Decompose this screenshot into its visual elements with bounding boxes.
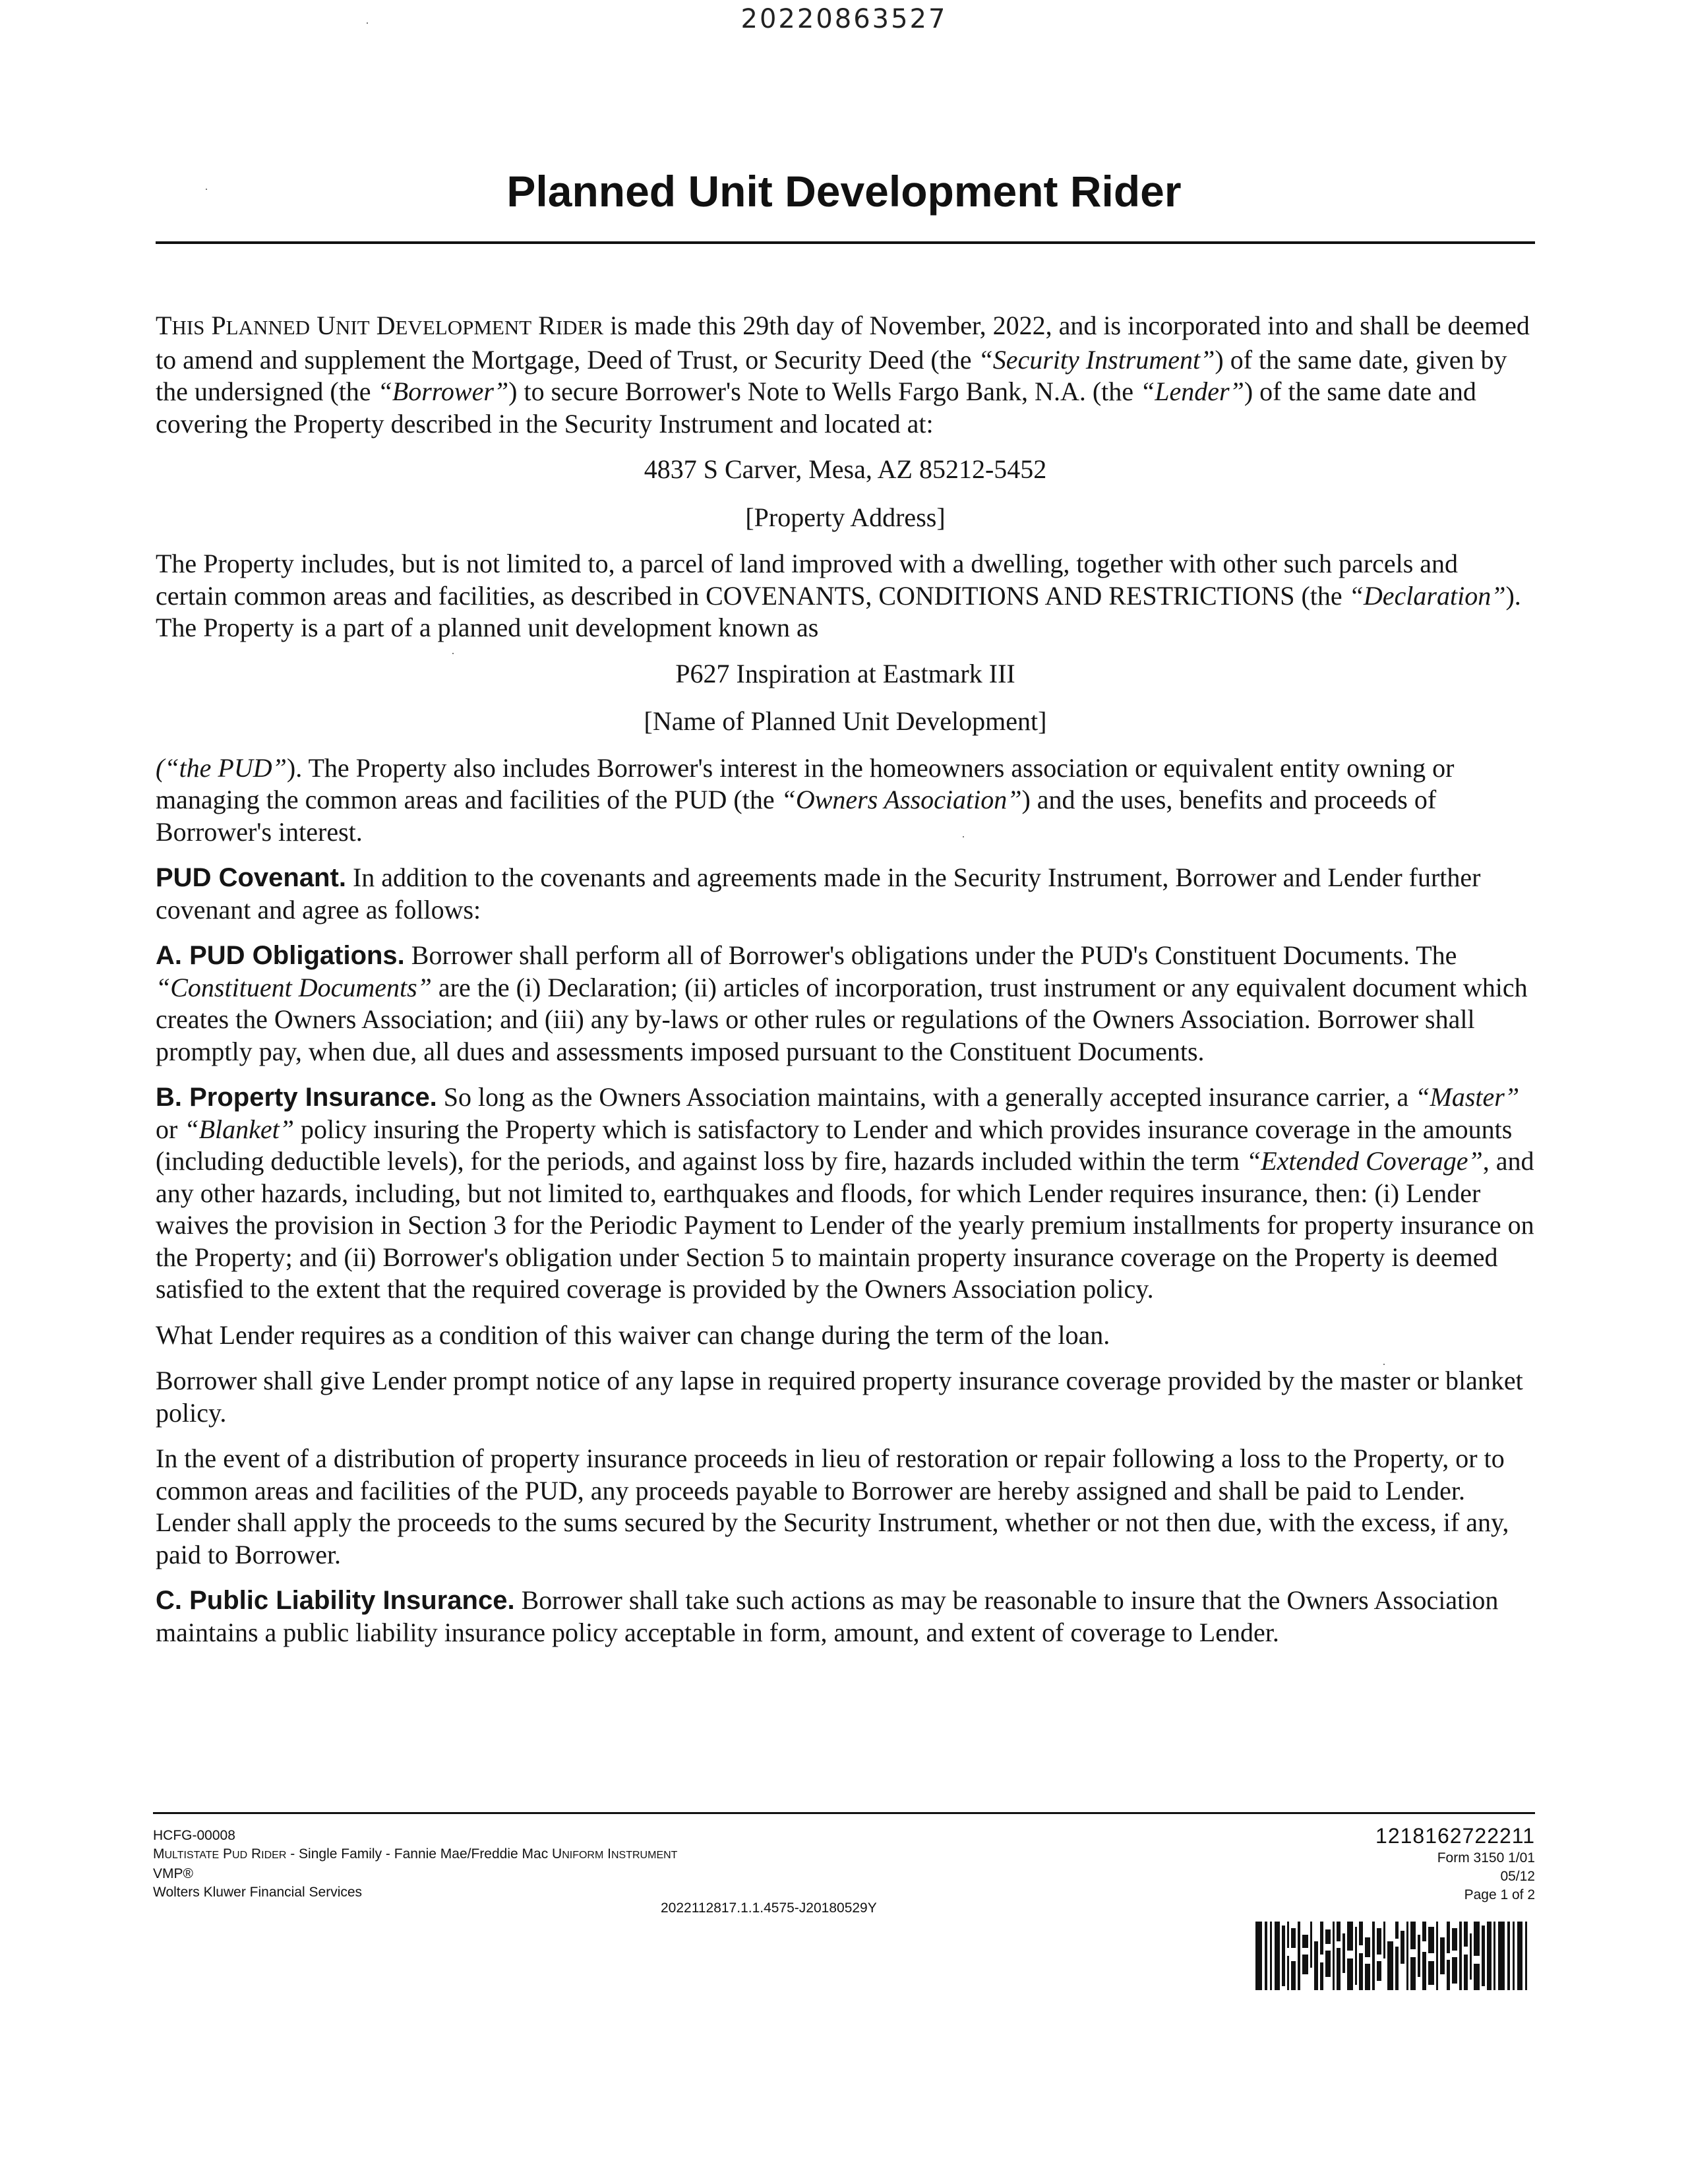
- footer-publisher: Wolters Kluwer Financial Services: [153, 1885, 363, 1900]
- smallcaps-ider: IDER: [555, 316, 604, 339]
- section-c-text: Borrower shall take such actions as may be reasonable to insure that the Owners Association maintains a public liability insurance policy acceptable in form, amount, and extent of coverage to Lender.: [156, 1585, 1499, 1647]
- intro-text-2: ) of the same date, given by the undersigned (the: [156, 344, 1507, 406]
- term-master: “Master”: [1415, 1082, 1520, 1112]
- term-the-pud: (“the PUD”: [156, 752, 287, 783]
- property-text-2: ). The Property is a part of a planned unit development known as: [156, 580, 1521, 642]
- property-address: 4837 S Carver, Mesa, AZ 85212-5452: [644, 454, 1047, 484]
- fsc-ider: IDER: [261, 1850, 287, 1861]
- footer-rule: [153, 1812, 1535, 1814]
- footer-left: [153, 1827, 677, 1902]
- intro-paragraph: [156, 310, 1535, 440]
- covenant-text: In addition to the covenants and agreements made in the Security Instrument, Borrower and Lender further covenant and agree as follows:: [156, 863, 1481, 925]
- term-constituent-documents: “Constituent Documents”: [156, 972, 432, 1002]
- term-owners-association: “Owners Association”: [781, 785, 1022, 814]
- fsc-ud: UD: [232, 1850, 248, 1861]
- term-blanket: “Blanket”: [184, 1114, 294, 1144]
- fsc-p: P: [223, 1846, 233, 1862]
- smallcaps-t: T: [156, 311, 172, 340]
- section-b-proceeds-paragraph: In the event of a distribution of property insurance proceeds in lieu of restoration or repair following a loss to the Property, or to common areas and facilities of the PUD, any proceeds payable to Borrower are hereby assigned and shall be paid to Lender. Lender shall apply the proceeds to the sums secured by the Security Instrument, whether or not then due, with the excess, if any, paid to Borrower.: [156, 1443, 1509, 1569]
- smallcaps-evelopment: EVELOPMENT: [395, 316, 532, 339]
- section-a-text-2: are the (i) Declaration; (ii) articles of incorporation, trust instrument or any equivalent document which creates the Owners Association; and (iii) any by-laws or other rules or regulations of the Owners Association. Borrower shall promptly pay, when due, all dues and assessments imposed pursuant to the Constituent Documents.: [156, 972, 1528, 1066]
- property-text-1: The Property includes, but is not limited to, a parcel of land improved with a dwelling, together with other such parcels and certain common areas and facilities, as described in COVENANTS, CONDITIONS AND RESTRICTIONS (the: [156, 549, 1459, 611]
- document-title: Planned Unit Development Rider: [506, 167, 1182, 216]
- term-lender: “Lender”: [1140, 377, 1244, 406]
- smallcaps-r: R: [538, 311, 556, 340]
- title-rule: [156, 241, 1535, 244]
- pud-name: P627 Inspiration at Eastmark III: [675, 658, 1015, 688]
- fsc-niform: NIFORM: [562, 1850, 604, 1861]
- property-address-label: [Property Address]: [745, 502, 946, 532]
- section-c-heading: C. Public Liability Insurance.: [156, 1586, 515, 1615]
- footer-form-title: [153, 1845, 677, 1865]
- fsc-r: R: [251, 1846, 262, 1862]
- section-a-heading: A. PUD Obligations.: [156, 941, 405, 970]
- section-a-text-1: Borrower shall perform all of Borrower's obligations under the PUD's Constituent Documents. The: [404, 940, 1457, 970]
- section-a: [156, 940, 1535, 1068]
- footer-right: [1375, 1823, 1535, 1904]
- covenant-paragraph: [156, 862, 1535, 926]
- smallcaps-lanned: LANNED: [226, 316, 311, 339]
- fsc-u: U: [552, 1846, 562, 1862]
- footer-form-mid: - Single Family - Fannie Mae/Freddie Mac: [286, 1846, 553, 1862]
- fsc-m: M: [153, 1846, 165, 1862]
- page-number: Page 1 of 2: [1464, 1887, 1535, 1902]
- section-b-heading: B. Property Insurance.: [156, 1083, 437, 1112]
- section-b-notice-paragraph: Borrower shall give Lender prompt notice of any lapse in required property insurance coverage provided by the master or blanket policy.: [156, 1366, 1523, 1428]
- intro-text-3: ) to secure Borrower's Note to Wells Fargo Bank, N.A. (the: [508, 377, 1141, 406]
- scan-speck: [1383, 1364, 1385, 1365]
- section-b-text-1: So long as the Owners Association maintains, with a generally accepted insurance carrier, a: [437, 1082, 1416, 1112]
- scan-speck: [367, 22, 368, 24]
- smallcaps-nit: NIT: [335, 316, 370, 339]
- section-c: [156, 1585, 1535, 1649]
- property-paragraph: [156, 548, 1535, 644]
- smallcaps-u: U: [316, 311, 336, 340]
- section-b-text-or: or: [156, 1114, 185, 1144]
- fsc-ultistate: ULTISTATE: [164, 1850, 220, 1861]
- form-revision: 05/12: [1500, 1869, 1535, 1884]
- covenant-heading: PUD Covenant.: [156, 863, 346, 892]
- term-security-instrument: “Security Instrument”: [978, 344, 1215, 375]
- pud-text-2: ) and the uses, benefits and proceeds of Borrower's interest.: [156, 785, 1437, 847]
- fsc-nstrument: NSTRUMENT: [611, 1850, 678, 1861]
- document-body: [156, 310, 1535, 1662]
- scan-speck: [206, 189, 207, 190]
- barcode-image: [1255, 1922, 1531, 1990]
- footer-doc-id: 2022112817.1.1.4575-J20180529Y: [661, 1900, 877, 1916]
- intro-text-1: is made this 29th day of November, 2022, and is incorporated into and shall be deemed to amend and supplement the Mortgage, Deed of Trust, or Security Deed (the: [156, 311, 1530, 375]
- scan-speck: [963, 836, 964, 837]
- smallcaps-his: HIS: [171, 316, 205, 339]
- pud-paragraph: [156, 752, 1535, 849]
- section-b-waiver-paragraph: What Lender requires as a condition of this waiver can change during the term of the loan.: [156, 1320, 1110, 1350]
- pud-text-1: ). The Property also includes Borrower's interest in the homeowners association or equivalent entity owning or managing the common areas and facilities of the PUD (the: [156, 752, 1455, 814]
- loan-number: 1218162722211: [1375, 1824, 1535, 1848]
- recording-number: 20220863527: [740, 4, 948, 34]
- section-b-text-3: , and any other hazards, including, but not limited to, earthquakes and floods, for which Lender requires insurance, then: (i) Lender waives the provision in Section 3 for the Periodic Payment to Lender of the yearly premium installments for property insurance on the Property; and (ii) Borrower's obligation under Section 5 to maintain property insurance coverage on the Property is deemed satisfied to the extent that the required coverage is provided by the Owners Association policy.: [156, 1146, 1534, 1304]
- form-number: Form 3150 1/01: [1437, 1850, 1535, 1866]
- smallcaps-p: P: [211, 311, 226, 340]
- term-declaration: “Declaration”: [1348, 580, 1506, 611]
- footer-vmp: VMP®: [153, 1866, 193, 1881]
- term-extended-coverage: “Extended Coverage”: [1246, 1146, 1483, 1176]
- footer-code: HCFG-00008: [153, 1828, 235, 1843]
- smallcaps-d: D: [376, 311, 396, 340]
- term-borrower: “Borrower”: [377, 377, 509, 406]
- section-b: [156, 1081, 1535, 1306]
- fsc-i: I: [607, 1846, 611, 1862]
- pud-name-label: [Name of Planned Unit Development]: [644, 706, 1047, 736]
- scan-speck: [452, 653, 454, 654]
- section-b-text-2: policy insuring the Property which is satisfactory to Lender and which provides insurance coverage in the amounts (including deductible levels), for the periods, and against loss by fire, hazards included within the term: [156, 1114, 1513, 1176]
- intro-text-4: ) of the same date and covering the Property described in the Security Instrument and located at:: [156, 377, 1476, 439]
